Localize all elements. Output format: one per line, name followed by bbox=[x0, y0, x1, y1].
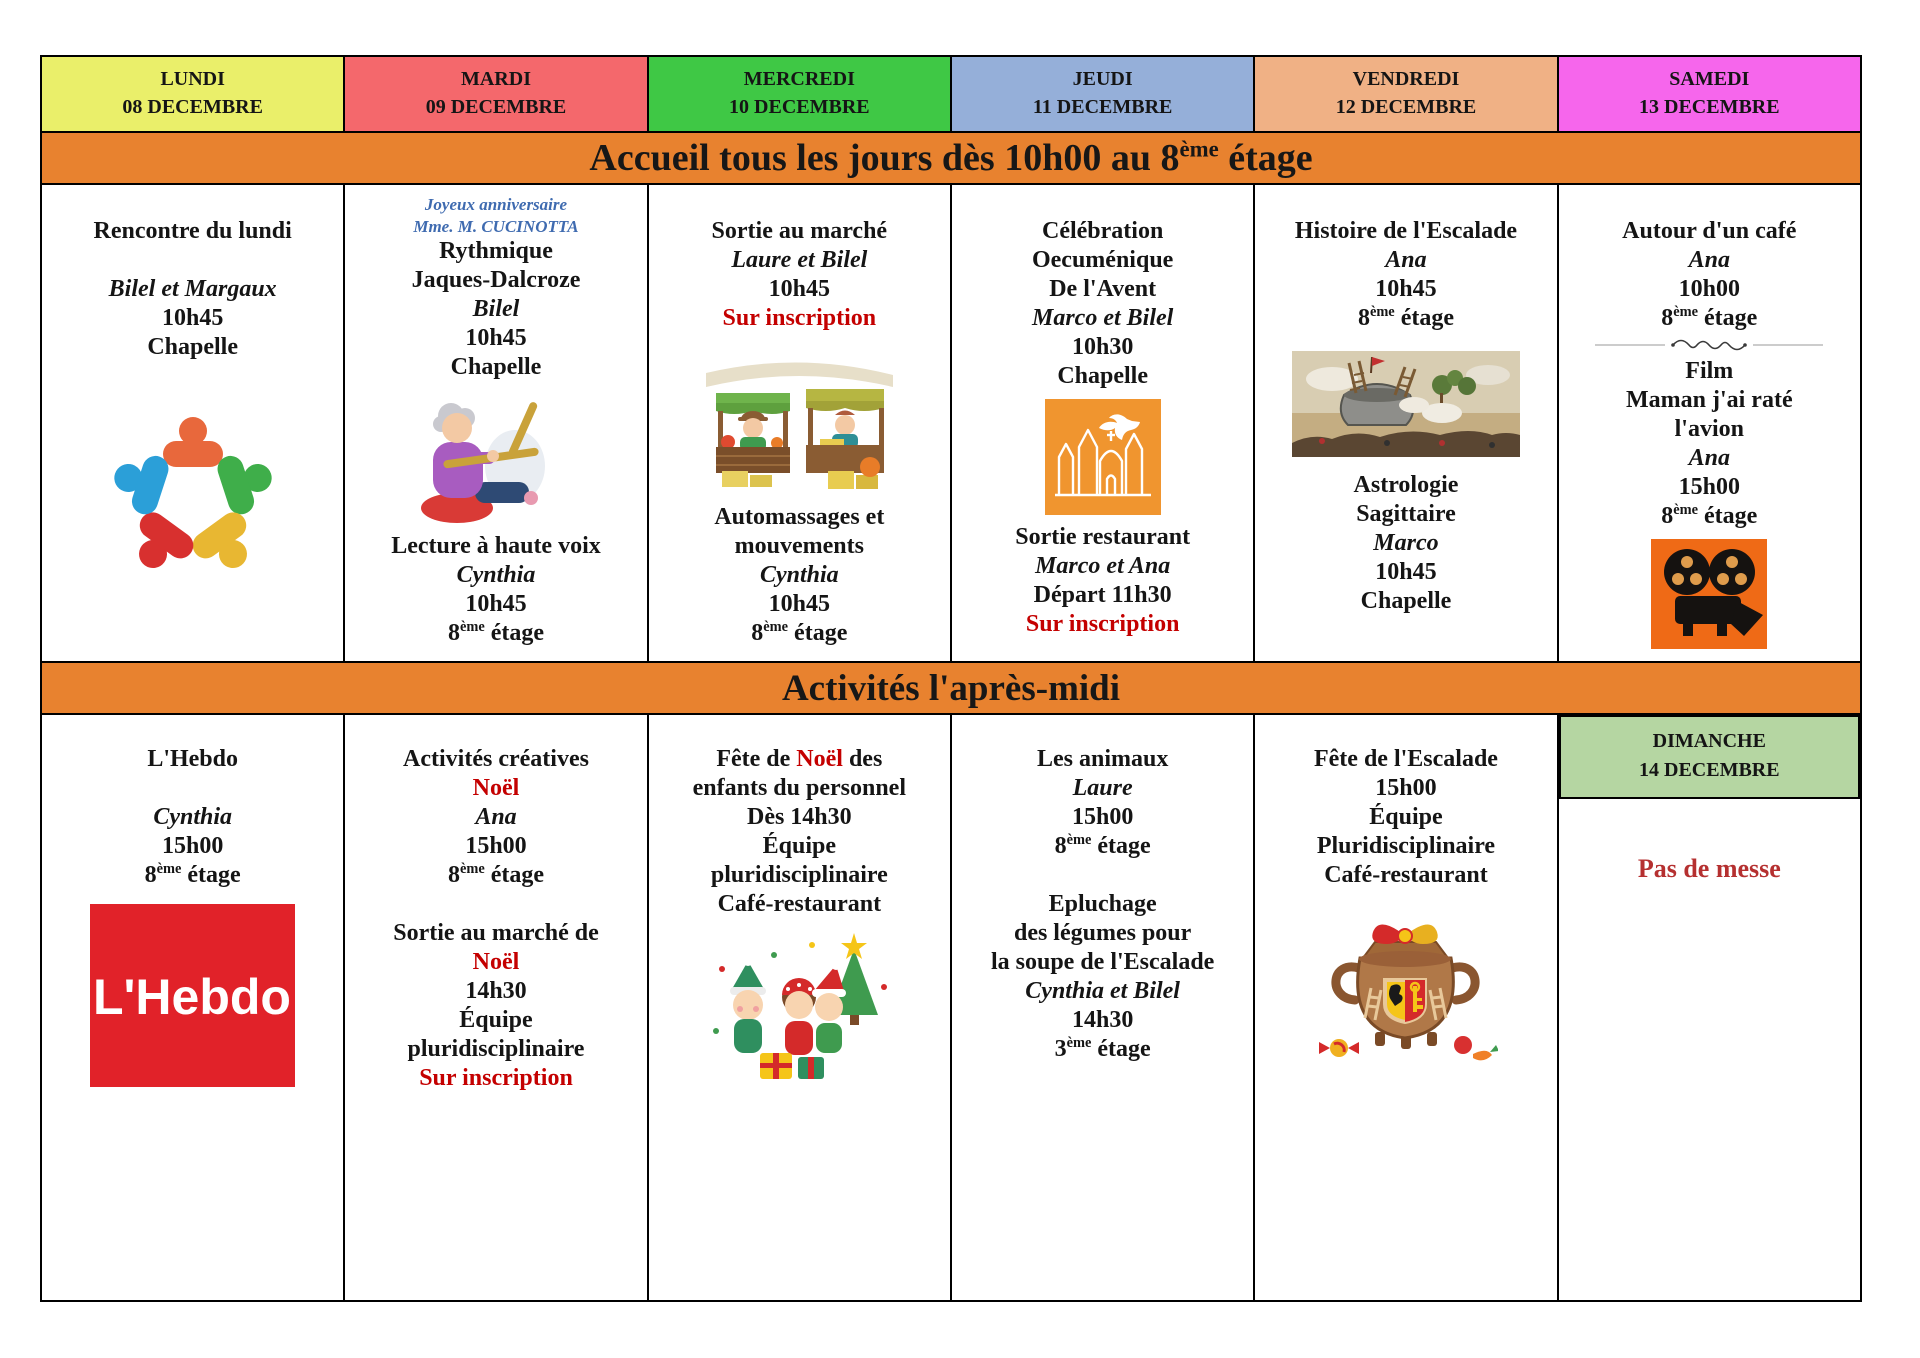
activity-text-block bbox=[1565, 854, 1854, 885]
text-segment: 8ème étage bbox=[447, 861, 545, 888]
christmas-kids-image bbox=[655, 927, 944, 1089]
activity-line bbox=[48, 275, 337, 304]
activity-line bbox=[958, 610, 1247, 639]
activity-text-block bbox=[351, 193, 640, 382]
rhythmics-woman-image bbox=[351, 386, 640, 526]
activity-line bbox=[958, 246, 1247, 275]
morning-cell-jeudi bbox=[950, 185, 1253, 663]
activity-text-block bbox=[1565, 217, 1854, 333]
activity-line bbox=[351, 266, 640, 295]
activity-line bbox=[1261, 803, 1550, 832]
activity-line bbox=[48, 333, 337, 362]
text-segment: Oecuménique bbox=[1031, 247, 1174, 273]
activity-line bbox=[48, 803, 337, 832]
activity-text-block bbox=[958, 523, 1247, 639]
day-date: 11 DECEMBRE bbox=[1032, 96, 1173, 118]
morning-cell-mercredi bbox=[647, 185, 950, 663]
activity-line bbox=[958, 1006, 1247, 1035]
text-segment: Lecture à haute voix bbox=[391, 533, 601, 559]
activity-text-block bbox=[1261, 471, 1550, 616]
activity-text-block bbox=[655, 503, 944, 648]
day-date: 13 DECEMBRE bbox=[1639, 96, 1780, 118]
activity-line bbox=[48, 745, 337, 774]
activity-line bbox=[351, 1064, 640, 1093]
activity-line bbox=[958, 275, 1247, 304]
activity-line bbox=[1565, 386, 1854, 415]
text-segment: Cynthia bbox=[759, 562, 839, 588]
activity-line bbox=[1261, 558, 1550, 587]
text-segment: 10h45 bbox=[465, 591, 527, 617]
day-header-row bbox=[40, 55, 1862, 133]
text-segment: Laure bbox=[1072, 775, 1133, 801]
lhebdo-logo-image bbox=[48, 904, 337, 1087]
text-segment: Fête de bbox=[716, 746, 797, 772]
text-segment: Sur inscription bbox=[1025, 611, 1180, 637]
day-name: SAMEDI bbox=[1669, 68, 1750, 90]
activity-text-block bbox=[655, 745, 944, 919]
activity-line bbox=[351, 774, 640, 803]
activity-line bbox=[351, 193, 640, 215]
escalade-battle-image bbox=[1261, 351, 1550, 457]
activity-text-block bbox=[958, 745, 1247, 1064]
text-segment: Sur inscription bbox=[722, 305, 877, 331]
activity-line bbox=[958, 217, 1247, 246]
activity-text-block bbox=[351, 745, 640, 1093]
activity-text-block bbox=[958, 217, 1247, 391]
day-header-vendredi bbox=[1255, 55, 1558, 133]
activity-line bbox=[1565, 275, 1854, 304]
text-segment: Jaques-Dalcroze bbox=[411, 267, 581, 293]
text-segment: Noël bbox=[796, 746, 843, 772]
text-segment: Film bbox=[1685, 358, 1734, 384]
text-segment: Ana bbox=[1688, 247, 1730, 273]
activity-text-block bbox=[655, 217, 944, 333]
activity-line bbox=[655, 861, 944, 890]
activity-line bbox=[351, 561, 640, 590]
text-segment: Laure et Bilel bbox=[731, 247, 868, 273]
text-segment: Cynthia bbox=[153, 804, 233, 830]
text-segment: Chapelle bbox=[450, 354, 542, 380]
activity-line bbox=[351, 803, 640, 832]
activity-line bbox=[48, 217, 337, 246]
film-projector-image bbox=[1565, 539, 1854, 649]
text-segment: Équipe bbox=[459, 1007, 533, 1033]
welcome-banner-text: Accueil tous les jours dès 10h00 au 8ème étage bbox=[589, 136, 1313, 179]
activity-line bbox=[958, 304, 1247, 333]
afternoon-cell-mercredi bbox=[647, 715, 950, 1302]
activity-line bbox=[1261, 471, 1550, 500]
day-header-mercredi bbox=[649, 55, 952, 133]
text-segment: 15h00 bbox=[1375, 775, 1437, 801]
activity-line bbox=[655, 503, 944, 532]
activity-line bbox=[958, 774, 1247, 803]
day-header-samedi bbox=[1559, 55, 1862, 133]
text-segment: Sagittaire bbox=[1356, 501, 1456, 527]
activity-line bbox=[655, 275, 944, 304]
activity-line bbox=[958, 919, 1247, 948]
text-segment: 15h00 bbox=[161, 833, 224, 859]
activity-line bbox=[48, 304, 337, 333]
activity-line bbox=[958, 890, 1247, 919]
activity-line bbox=[1565, 357, 1854, 386]
text-segment: 10h45 bbox=[768, 591, 830, 617]
afternoon-cell-mardi bbox=[343, 715, 646, 1302]
activity-text-block bbox=[1261, 217, 1550, 333]
text-segment: enfants du personnel bbox=[692, 775, 906, 801]
text-segment: Cynthia bbox=[456, 562, 536, 588]
svg-text:L'Hebdo: L'Hebdo bbox=[93, 969, 292, 1025]
text-segment: 3ème étage bbox=[1054, 1035, 1151, 1062]
church-dove-image bbox=[958, 399, 1247, 515]
activity-line bbox=[351, 890, 640, 919]
market-stalls-image bbox=[655, 343, 944, 495]
text-segment: 10h45 bbox=[1375, 276, 1437, 302]
text-segment: Rencontre du lundi bbox=[93, 218, 292, 244]
text-segment: 8ème étage bbox=[1054, 832, 1151, 859]
text-segment: des légumes pour bbox=[1013, 920, 1192, 946]
activity-line bbox=[655, 246, 944, 275]
people-circle-image bbox=[48, 407, 337, 583]
day-header-lundi bbox=[40, 55, 345, 133]
activity-line bbox=[1565, 304, 1854, 333]
activity-line bbox=[351, 590, 640, 619]
text-segment: 15h00 bbox=[1071, 804, 1134, 830]
text-segment: Pluridisciplinaire bbox=[1316, 833, 1496, 859]
activity-line bbox=[351, 324, 640, 353]
activity-text-block bbox=[351, 532, 640, 648]
activity-line bbox=[1565, 217, 1854, 246]
activity-line bbox=[1261, 587, 1550, 616]
sunday-date: 14 DECEMBRE bbox=[1639, 759, 1780, 781]
day-date: 10 DECEMBRE bbox=[729, 96, 870, 118]
activity-line bbox=[48, 861, 337, 890]
text-segment: 8ème étage bbox=[1357, 304, 1454, 331]
text-segment: Marco et Bilel bbox=[1031, 305, 1174, 331]
text-segment: Équipe bbox=[1369, 804, 1443, 830]
text-segment: Activités créatives bbox=[403, 746, 589, 772]
text-segment: De l'Avent bbox=[1049, 276, 1157, 302]
activity-line bbox=[1261, 745, 1550, 774]
activity-line bbox=[958, 803, 1247, 832]
escalade-cauldron-image bbox=[1261, 902, 1550, 1064]
activity-line bbox=[1565, 502, 1854, 531]
activity-line bbox=[1261, 217, 1550, 246]
text-segment: Bilel bbox=[472, 296, 520, 322]
activity-line bbox=[958, 581, 1247, 610]
activity-line bbox=[1565, 854, 1854, 885]
activity-text-block bbox=[1565, 357, 1854, 531]
text-segment: 10h45 bbox=[465, 325, 527, 351]
text-segment: Dès 14h30 bbox=[746, 804, 852, 830]
activity-text-block bbox=[48, 745, 337, 890]
activity-line bbox=[655, 774, 944, 803]
text-segment: la soupe de l'Escalade bbox=[990, 949, 1215, 975]
activity-line bbox=[958, 745, 1247, 774]
day-date: 08 DECEMBRE bbox=[122, 96, 263, 118]
activity-line bbox=[351, 1035, 640, 1064]
activity-line bbox=[958, 523, 1247, 552]
activity-line bbox=[351, 353, 640, 382]
text-segment: mouvements bbox=[734, 533, 864, 559]
activity-line bbox=[1565, 473, 1854, 502]
day-name: VENDREDI bbox=[1352, 68, 1460, 90]
morning-cell-lundi bbox=[40, 185, 343, 663]
text-segment: Café-restaurant bbox=[717, 891, 882, 917]
activity-line bbox=[1565, 246, 1854, 275]
text-segment: 10h45 bbox=[1375, 559, 1437, 585]
activity-line bbox=[655, 304, 944, 333]
text-segment: 14h30 bbox=[465, 978, 527, 1004]
sunday-name: DIMANCHE bbox=[1652, 730, 1766, 752]
activity-line bbox=[958, 552, 1247, 581]
activity-line bbox=[655, 217, 944, 246]
text-segment: Ana bbox=[475, 804, 517, 830]
text-segment: Ana bbox=[1688, 445, 1730, 471]
activity-line bbox=[655, 803, 944, 832]
activity-line bbox=[958, 362, 1247, 391]
text-segment: Chapelle bbox=[1057, 363, 1148, 389]
afternoon-banner bbox=[40, 663, 1862, 715]
day-name: MARDI bbox=[460, 68, 531, 90]
text-segment: Pas de messe bbox=[1637, 854, 1781, 883]
afternoon-banner-text: Activités l'après-midi bbox=[781, 667, 1121, 709]
activity-line bbox=[351, 215, 640, 237]
text-segment: 8ème étage bbox=[447, 619, 545, 646]
day-name: JEUDI bbox=[1072, 68, 1133, 90]
text-segment: 14h30 bbox=[1071, 1007, 1134, 1033]
morning-cell-vendredi bbox=[1253, 185, 1556, 663]
text-segment: 10h45 bbox=[161, 305, 224, 331]
activity-line bbox=[655, 532, 944, 561]
text-segment: 15h00 bbox=[465, 833, 527, 859]
activity-line bbox=[351, 1006, 640, 1035]
sunday-header-box bbox=[1559, 715, 1860, 799]
day-header-jeudi bbox=[952, 55, 1255, 133]
text-segment: Départ 11h30 bbox=[1033, 582, 1172, 608]
day-name: LUNDI bbox=[160, 68, 225, 90]
activity-line bbox=[351, 977, 640, 1006]
text-segment: Célébration bbox=[1041, 218, 1164, 244]
text-segment: Sur inscription bbox=[419, 1065, 573, 1091]
activity-line bbox=[1261, 304, 1550, 333]
text-segment: Cynthia et Bilel bbox=[1025, 978, 1180, 1004]
text-segment: Rythmique bbox=[439, 238, 553, 264]
text-segment: Chapelle bbox=[147, 334, 238, 360]
day-date: 12 DECEMBRE bbox=[1335, 96, 1477, 118]
activity-line bbox=[655, 561, 944, 590]
text-segment: 8ème étage bbox=[751, 619, 848, 646]
activity-line bbox=[1261, 275, 1550, 304]
activity-line bbox=[351, 237, 640, 266]
activity-line bbox=[958, 832, 1247, 861]
text-segment: 8ème étage bbox=[1661, 304, 1758, 331]
text-segment: 8ème étage bbox=[1661, 502, 1758, 529]
text-segment: Les animaux bbox=[1036, 746, 1169, 772]
morning-activities-row bbox=[40, 185, 1862, 663]
activity-line bbox=[958, 861, 1247, 890]
activity-line bbox=[351, 919, 640, 948]
text-segment: Sortie au marché bbox=[711, 218, 888, 244]
text-segment: Histoire de l'Escalade bbox=[1294, 218, 1518, 244]
text-segment: Noël bbox=[472, 775, 520, 801]
text-segment: Noël bbox=[472, 949, 520, 975]
activity-line bbox=[958, 333, 1247, 362]
text-segment: Café-restaurant bbox=[1324, 862, 1488, 888]
text-segment: Sortie au marché de bbox=[393, 920, 599, 946]
schedule-table bbox=[40, 55, 1862, 1302]
activity-line bbox=[1261, 529, 1550, 558]
text-segment: Bilel et Margaux bbox=[108, 276, 277, 302]
activity-line bbox=[655, 619, 944, 648]
activity-line bbox=[351, 295, 640, 324]
activity-line bbox=[351, 948, 640, 977]
text-segment: 15h00 bbox=[1678, 474, 1740, 500]
text-segment: 10h30 bbox=[1071, 334, 1134, 360]
text-segment: Marco bbox=[1373, 530, 1439, 556]
text-segment: Epluchage bbox=[1048, 891, 1157, 917]
activity-line bbox=[1565, 415, 1854, 444]
activity-line bbox=[1261, 246, 1550, 275]
morning-cell-mardi bbox=[343, 185, 646, 663]
activity-line bbox=[655, 890, 944, 919]
afternoon-cell-samedi bbox=[1557, 715, 1862, 1302]
afternoon-activities-row bbox=[40, 715, 1862, 1302]
ornament-divider-image bbox=[1565, 335, 1854, 355]
text-segment: Joyeux anniversaire bbox=[424, 195, 568, 214]
text-segment: pluridisciplinaire bbox=[407, 1036, 585, 1062]
afternoon-cell-jeudi bbox=[950, 715, 1253, 1302]
day-date: 09 DECEMBRE bbox=[425, 96, 567, 118]
text-segment: Autour d'un café bbox=[1622, 218, 1797, 244]
activity-line bbox=[958, 1035, 1247, 1064]
activity-line bbox=[351, 861, 640, 890]
text-segment: Fête de l'Escalade bbox=[1313, 746, 1498, 772]
activity-line bbox=[48, 774, 337, 803]
activity-text-block bbox=[48, 217, 337, 362]
text-segment: Mme. M. CUCINOTTA bbox=[413, 217, 579, 236]
text-segment: l'avion bbox=[1674, 416, 1744, 442]
welcome-banner bbox=[40, 133, 1862, 185]
activity-text-block bbox=[1261, 745, 1550, 890]
activity-line bbox=[1261, 774, 1550, 803]
text-segment: 10h00 bbox=[1678, 276, 1740, 302]
text-segment: des bbox=[842, 746, 883, 772]
text-segment: 10h45 bbox=[768, 276, 830, 302]
activity-line bbox=[48, 246, 337, 275]
text-segment: pluridisciplinaire bbox=[710, 862, 888, 888]
activity-line bbox=[1261, 500, 1550, 529]
text-segment: L'Hebdo bbox=[147, 746, 239, 772]
activity-line bbox=[1261, 861, 1550, 890]
activity-line bbox=[958, 948, 1247, 977]
activity-line bbox=[351, 532, 640, 561]
day-header-mardi bbox=[345, 55, 648, 133]
text-segment: Automassages et bbox=[714, 504, 885, 530]
afternoon-cell-vendredi bbox=[1253, 715, 1556, 1302]
text-segment: Marco et Ana bbox=[1035, 553, 1171, 579]
activity-line bbox=[351, 619, 640, 648]
text-segment: Ana bbox=[1385, 247, 1427, 273]
afternoon-cell-lundi bbox=[40, 715, 343, 1302]
activity-line bbox=[655, 590, 944, 619]
activity-line bbox=[1261, 832, 1550, 861]
text-segment: Maman j'ai raté bbox=[1625, 387, 1793, 413]
text-segment: Astrologie bbox=[1353, 472, 1459, 498]
activity-line bbox=[1565, 444, 1854, 473]
activity-line bbox=[655, 832, 944, 861]
text-segment: 8ème étage bbox=[144, 861, 241, 888]
text-segment: Sortie restaurant bbox=[1015, 524, 1191, 550]
activity-line bbox=[655, 745, 944, 774]
morning-cell-samedi bbox=[1557, 185, 1862, 663]
activity-line bbox=[351, 745, 640, 774]
activity-line bbox=[48, 832, 337, 861]
text-segment: Chapelle bbox=[1360, 588, 1452, 614]
activity-line bbox=[958, 977, 1247, 1006]
activity-line bbox=[351, 832, 640, 861]
day-name: MERCREDI bbox=[743, 68, 855, 90]
text-segment: Équipe bbox=[762, 833, 836, 859]
